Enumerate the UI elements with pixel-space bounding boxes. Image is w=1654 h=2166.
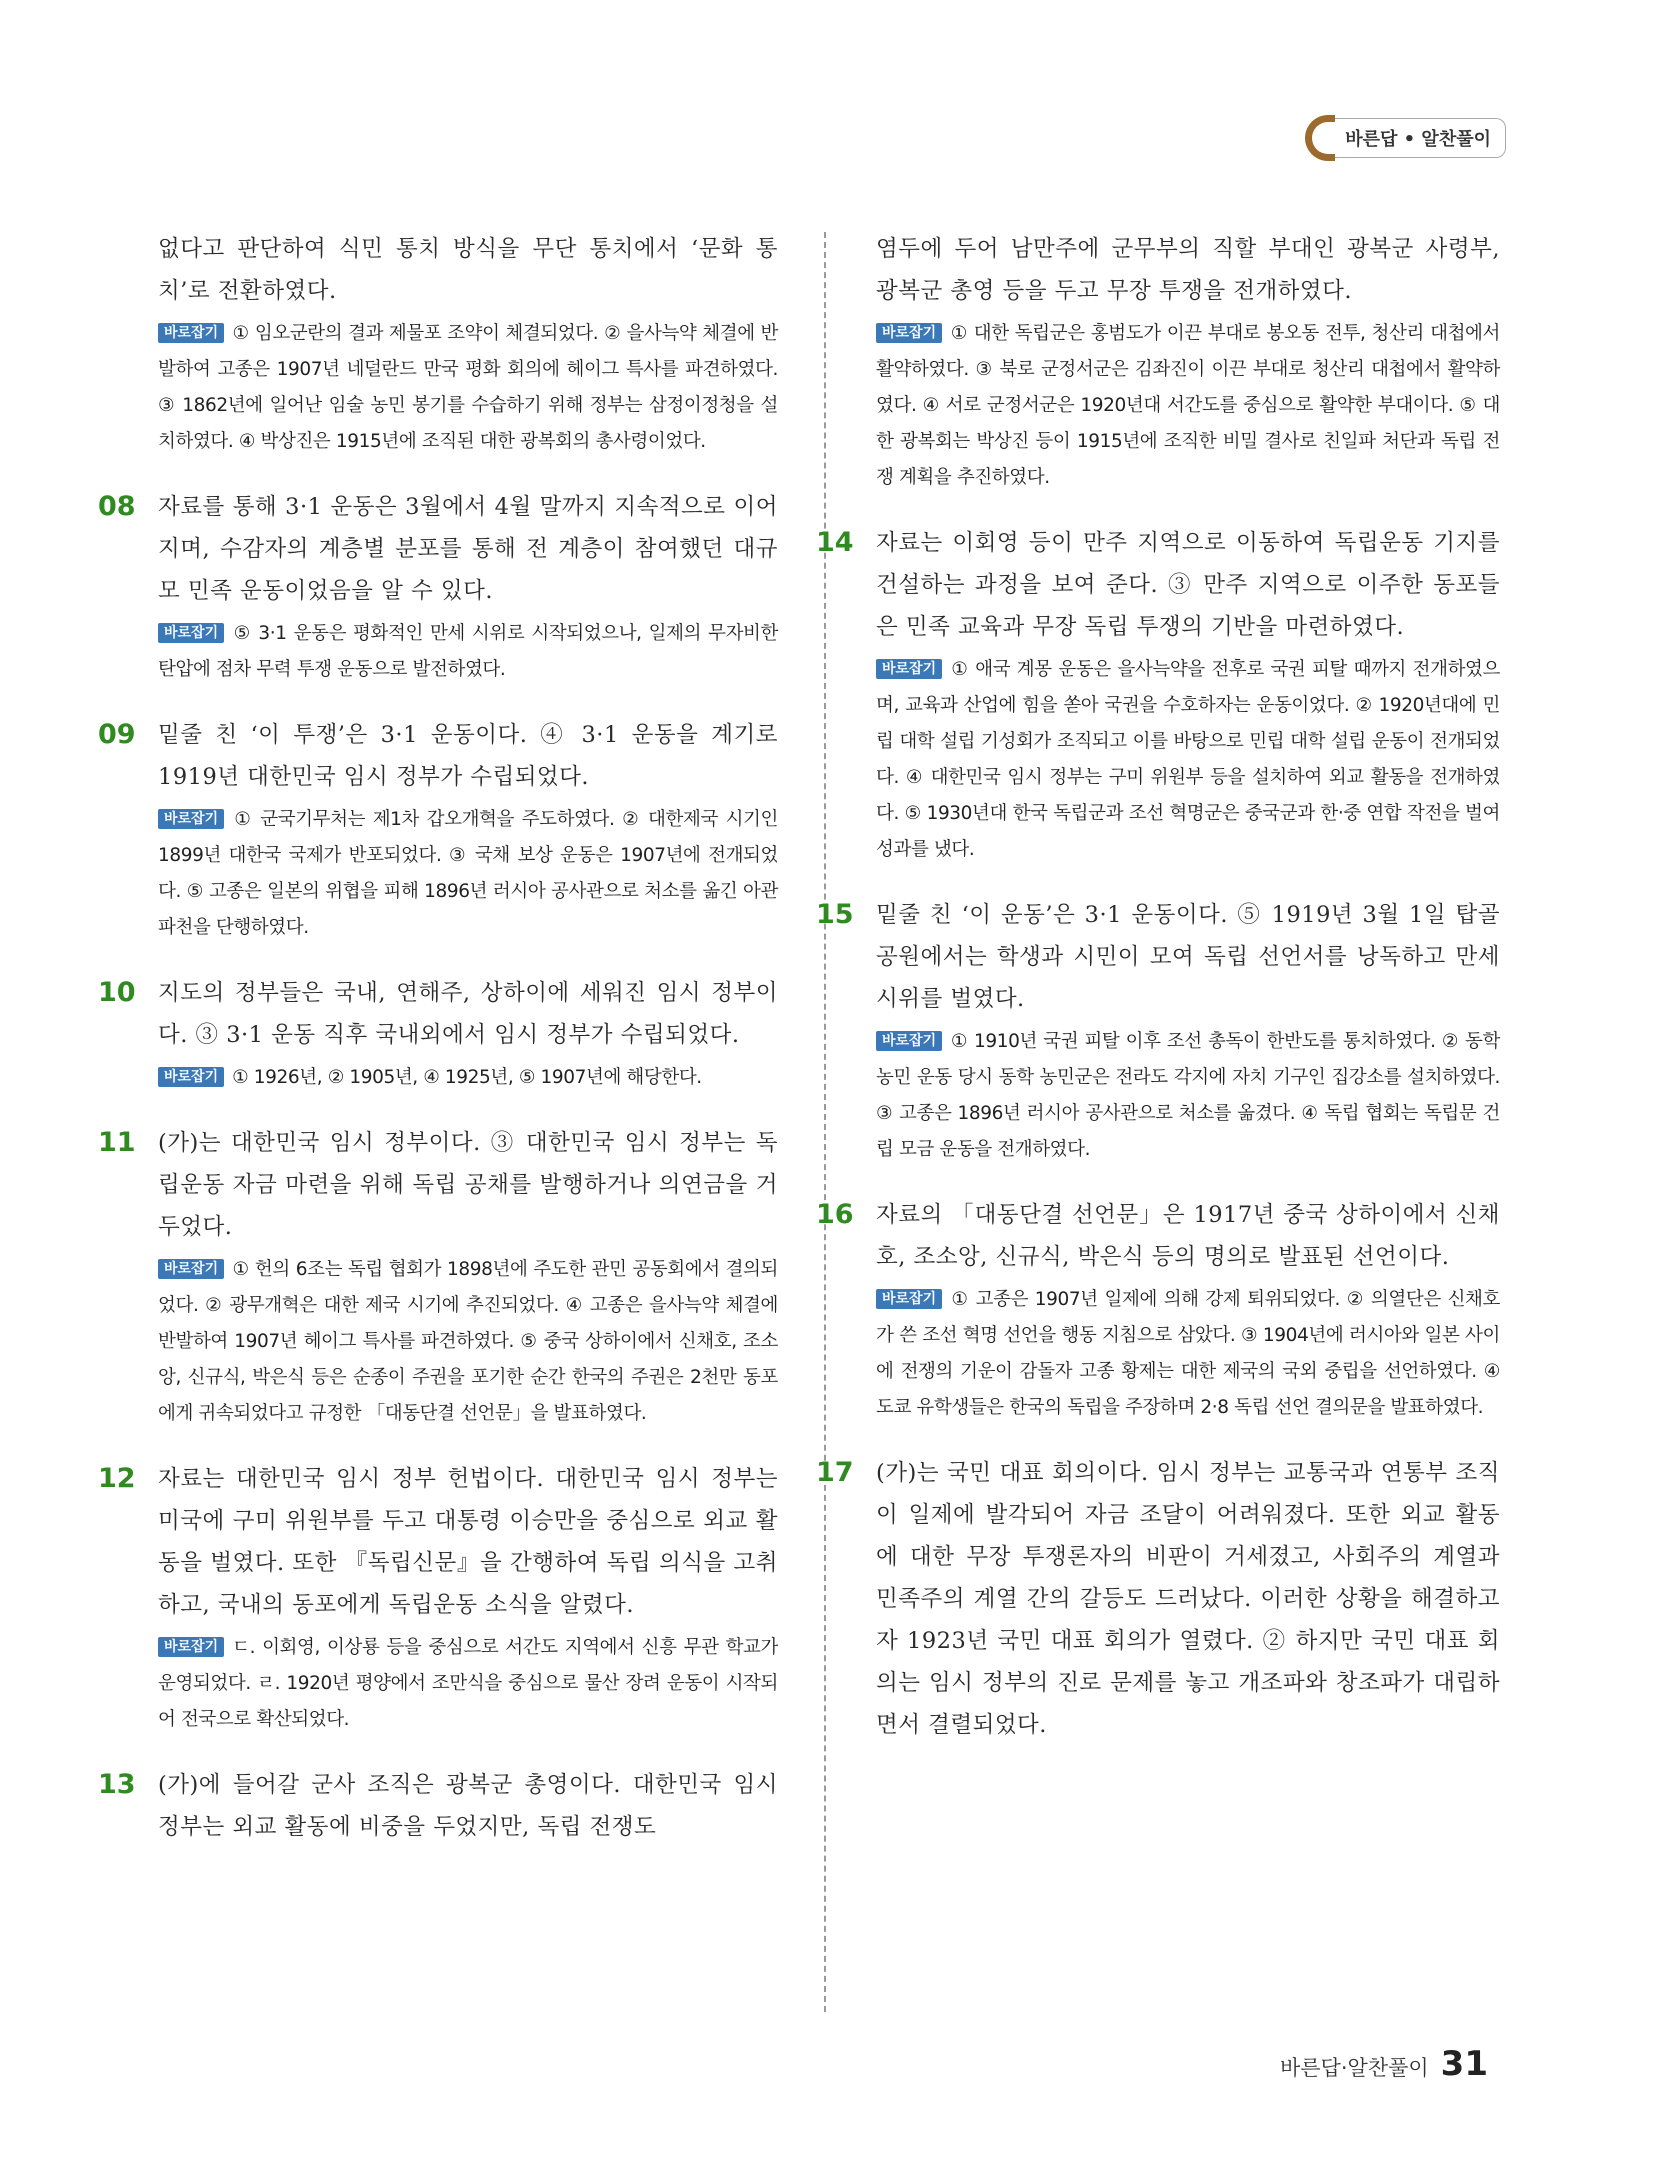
explanation-text: 밑줄 친 ‘이 운동’은 3·1 운동이다. ⑤ 1919년 3월 1일 탑골 공원에서는 학생과 시민이 모여 독립 선언서를 낭독하고 만세 시위를 벌였다. (876, 902, 1500, 1012)
answer-item (98, 486, 778, 688)
explanation-text: 자료를 통해 3·1 운동은 3월에서 4월 말까지 지속적으로 이어지며, 수감자의 계층별 분포를 통해 전 계층이 참여했던 대규모 민족 운동이었음을 알 수 있다. (158, 494, 778, 604)
answer-item (816, 1194, 1500, 1426)
question-number: 17 (816, 1457, 854, 1488)
explanation-text: 없다고 판단하여 식민 통치 방식을 무단 통치에서 ‘문화 통치’로 전환하였다. (158, 236, 778, 304)
correction-badge: 바로잡기 (158, 1637, 224, 1657)
correction-note (876, 1282, 1500, 1426)
question-number: 15 (816, 899, 854, 930)
question-number: 08 (98, 491, 136, 522)
explanation-text: 자료는 대한민국 임시 정부 헌법이다. 대한민국 임시 정부는 미국에 구미 위원부를 두고 대통령 이승만을 중심으로 외교 활동을 벌였다. 또한 『독립신문』을 간행하여 독립 의식을 고취하고, 국내의 동포에게 독립운동 소식을 알렸다. (158, 1466, 778, 1618)
question-number: 10 (98, 977, 136, 1008)
correction-badge: 바로잡기 (158, 809, 224, 829)
section-header-title: 바른답 • 알찬풀이 (1345, 129, 1491, 150)
correction-badge: 바로잡기 (876, 659, 942, 679)
explanation-text: 지도의 정부들은 국내, 연해주, 상하이에 세워진 임시 정부이다. ③ 3·1 운동 직후 국내외에서 임시 정부가 수립되었다. (158, 980, 778, 1048)
explanation-text: 염두에 두어 남만주에 군무부의 직할 부대인 광복군 사령부, 광복군 총영 등을 두고 무장 투쟁을 전개하였다. (876, 236, 1500, 304)
explanation-text: 자료는 이회영 등이 만주 지역으로 이동하여 독립운동 기지를 건설하는 과정을 보여 준다. ③ 만주 지역으로 이주한 동포들은 민족 교육과 무장 독립 투쟁의 기반을 마련하였다. (876, 530, 1500, 640)
correction-note (158, 316, 778, 460)
correction-note (158, 1630, 778, 1738)
bracket-decoration (1305, 115, 1335, 161)
correction-note (876, 316, 1500, 496)
correction-badge: 바로잡기 (158, 623, 224, 643)
answer-item (876, 228, 1500, 496)
correction-note (158, 1252, 778, 1432)
correction-note (876, 1024, 1500, 1168)
explanation-text: (가)는 대한민국 임시 정부이다. ③ 대한민국 임시 정부는 독립운동 자금 마련을 위해 독립 공채를 발행하거나 의연금을 거두었다. (158, 1130, 778, 1240)
question-number: 16 (816, 1199, 854, 1230)
correction-note (158, 1060, 778, 1096)
correction-text: ① 대한 독립군은 홍범도가 이끈 부대로 봉오동 전투, 청산리 대첩에서 활약하였다. ③ 북로 군정서군은 김좌진이 이끈 부대로 청산리 대첩에서 활약하였다. ④ 서로 군정서군은 1920년대 서간도를 중심으로 활약한 부대이다. ⑤ 대한 광복회는 박상진 등이 1915년에 조직한 비밀 결사로 친일파 처단과 독립 전쟁 계획을 추진하였다. (876, 323, 1500, 488)
answer-item (816, 894, 1500, 1168)
answer-item (98, 1458, 778, 1738)
answer-item (98, 714, 778, 946)
question-number: 11 (98, 1127, 136, 1158)
correction-text: ① 애국 계몽 운동은 을사늑약을 전후로 국권 피탈 때까지 전개하였으며, 교육과 산업에 힘을 쏟아 국권을 수호하자는 운동이었다. ② 1920년대에 민립 대학 설립 기성회가 조직되고 이를 바탕으로 민립 대학 설립 운동이 전개되었다. ④ 대한민국 임시 정부는 구미 위원부 등을 설치하여 외교 활동을 전개하였다. ⑤ 1930년대 한국 독립군과 조선 혁명군은 중국군과 한·중 연합 작전을 벌여 성과를 냈다. (876, 659, 1500, 860)
section-header-tab (1319, 118, 1506, 158)
question-number: 13 (98, 1769, 136, 1800)
footer-title: 바른답·알찬풀이 (1279, 2056, 1429, 2080)
correction-note (876, 652, 1500, 868)
question-number: 12 (98, 1463, 136, 1494)
explanation-text: (가)는 국민 대표 회의이다. 임시 정부는 교통국과 연통부 조직이 일제에 발각되어 자금 조달이 어려워졌다. 또한 외교 활동에 대한 무장 투쟁론자의 비판이 거세졌고, 사회주의 계열과 민족주의 계열 간의 갈등도 드러났다. 이러한 상황을 해결하고자 1923년 국민 대표 회의가 열렸다. ② 하지만 국민 대표 회의는 임시 정부의 진로 문제를 놓고 개조파와 창조파가 대립하면서 결렬되었다. (876, 1460, 1500, 1738)
right-column (816, 228, 1500, 1772)
correction-badge: 바로잡기 (158, 323, 224, 343)
page-footer (1280, 2044, 1488, 2084)
answer-item (98, 1122, 778, 1432)
explanation-text: 밑줄 친 ‘이 투쟁’은 3·1 운동이다. ④ 3·1 운동을 계기로 1919년 대한민국 임시 정부가 수립되었다. (158, 722, 778, 790)
correction-text: ① 헌의 6조는 독립 협회가 1898년에 주도한 관민 공동회에서 결의되었다. ② 광무개혁은 대한 제국 시기에 추진되었다. ④ 고종은 을사늑약 체결에 반발하여 1907년 헤이그 특사를 파견하였다. ⑤ 중국 상하이에서 신채호, 조소앙, 신규식, 박은식 등은 순종이 주권을 포기한 순간 한국의 주권은 2천만 동포에게 귀속되었다고 규정한 「대동단결 선언문」을 발표하였다. (158, 1259, 778, 1424)
question-number: 09 (98, 719, 136, 750)
correction-text: ⑤ 3·1 운동은 평화적인 만세 시위로 시작되었으나, 일제의 무자비한 탄압에 점차 무력 투쟁 운동으로 발전하였다. (158, 623, 778, 680)
correction-badge: 바로잡기 (158, 1259, 224, 1279)
correction-text: ① 군국기무처는 제1차 갑오개혁을 주도하였다. ② 대한제국 시기인 1899년 대한국 국제가 반포되었다. ③ 국채 보상 운동은 1907년에 전개되었다. ⑤ 고종은 일본의 위협을 피해 1896년 러시아 공사관으로 처소를 옮긴 아관 파천을 단행하였다. (158, 809, 778, 938)
column-divider (824, 232, 826, 2012)
answer-item (98, 972, 778, 1096)
correction-badge: 바로잡기 (876, 323, 942, 343)
explanation-text: 자료의 「대동단결 선언문」은 1917년 중국 상하이에서 신채호, 조소앙, 신규식, 박은식 등의 명의로 발표된 선언이다. (876, 1202, 1500, 1270)
correction-text: ① 1910년 국권 피탈 이후 조선 총독이 한반도를 통치하였다. ② 동학 농민 운동 당시 동학 농민군은 전라도 각지에 자치 기구인 집강소를 설치하였다. ③ 고종은 1896년 러시아 공사관으로 처소를 옮겼다. ④ 독립 협회는 독립문 건립 모금 운동을 전개하였다. (876, 1031, 1500, 1160)
correction-text: ① 고종은 1907년 일제에 의해 강제 퇴위되었다. ② 의열단은 신채호가 쓴 조선 혁명 선언을 행동 지침으로 삼았다. ③ 1904년에 러시아와 일본 사이에 전쟁의 기운이 감돌자 고종 황제는 대한 제국의 국외 중립을 선언하였다. ④ 도쿄 유학생들은 한국의 독립을 주장하며 2·8 독립 선언 결의문을 발표하였다. (876, 1289, 1500, 1418)
correction-badge: 바로잡기 (158, 1067, 224, 1087)
answer-item (816, 522, 1500, 868)
correction-text: ㄷ. 이회영, 이상룡 등을 중심으로 서간도 지역에서 신흥 무관 학교가 운영되었다. ㄹ. 1920년 평양에서 조만식을 중심으로 물산 장려 운동이 시작되어 전국으로 확산되었다. (158, 1637, 778, 1730)
correction-text: ① 임오군란의 결과 제물포 조약이 체결되었다. ② 을사늑약 체결에 반발하여 고종은 1907년 네덜란드 만국 평화 회의에 헤이그 특사를 파견하였다. ③ 1862년에 일어난 임술 농민 봉기를 수습하기 위해 정부는 삼정이정청을 설치하였다. ④ 박상진은 1915년에 조직된 대한 광복회의 총사령이었다. (158, 323, 778, 452)
answer-item (98, 1764, 778, 1848)
correction-note (158, 802, 778, 946)
explanation-text: (가)에 들어갈 군사 조직은 광복군 총영이다. 대한민국 임시 정부는 외교 활동에 비중을 두었지만, 독립 전쟁도 (158, 1772, 778, 1840)
correction-text: ① 1926년, ② 1905년, ④ 1925년, ⑤ 1907년에 해당한다. (232, 1067, 702, 1088)
correction-badge: 바로잡기 (876, 1289, 942, 1309)
left-column (98, 228, 778, 1874)
question-number: 14 (816, 527, 854, 558)
answer-item (816, 1452, 1500, 1746)
answer-item (158, 228, 778, 460)
page-number: 31 (1440, 2044, 1488, 2084)
correction-badge: 바로잡기 (876, 1031, 942, 1051)
correction-note (158, 616, 778, 688)
